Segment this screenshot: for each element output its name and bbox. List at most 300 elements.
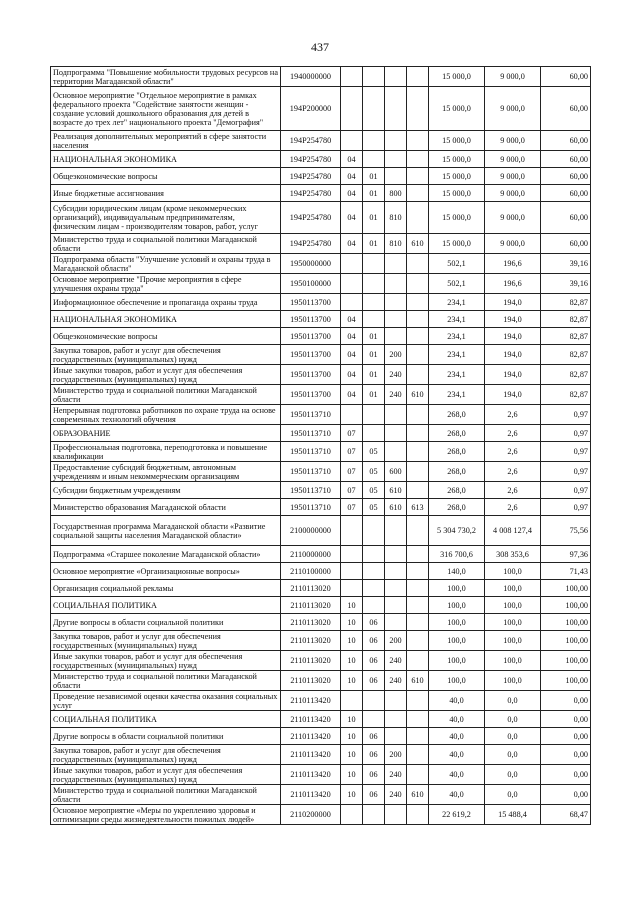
row-planned: 234,1 xyxy=(429,328,485,345)
row-expense-type: 810 xyxy=(385,202,407,234)
row-section: 07 xyxy=(341,425,363,442)
row-name: Проведение независимой оценки качества оказания социальных услуг xyxy=(51,691,281,711)
row-planned: 268,0 xyxy=(429,482,485,499)
row-admin-code xyxy=(407,168,429,185)
row-planned: 100,0 xyxy=(429,614,485,631)
row-subsection xyxy=(363,516,385,546)
row-expense-type: 200 xyxy=(385,345,407,365)
table-row xyxy=(51,805,591,825)
row-planned: 268,0 xyxy=(429,425,485,442)
row-executed: 2,6 xyxy=(485,405,541,425)
row-percent: 0,97 xyxy=(541,405,591,425)
row-code: 2110113420 xyxy=(281,765,341,785)
row-code: 194P254780 xyxy=(281,168,341,185)
table-row xyxy=(51,202,591,234)
row-planned: 15 000,0 xyxy=(429,202,485,234)
row-percent: 82,87 xyxy=(541,328,591,345)
table-row xyxy=(51,516,591,546)
row-name: Информационное обеспечение и пропаганда охраны труда xyxy=(51,294,281,311)
row-executed: 9 000,0 xyxy=(485,234,541,254)
row-code: 1950113700 xyxy=(281,385,341,405)
table-row xyxy=(51,499,591,516)
row-code: 1950113700 xyxy=(281,294,341,311)
row-admin-code xyxy=(407,597,429,614)
row-admin-code: 610 xyxy=(407,785,429,805)
row-name: Другие вопросы в области социальной политики xyxy=(51,614,281,631)
row-executed: 2,6 xyxy=(485,442,541,462)
row-executed: 9 000,0 xyxy=(485,87,541,131)
row-planned: 40,0 xyxy=(429,765,485,785)
row-name: Профессиональная подготовка, переподготовка и повышение квалификации xyxy=(51,442,281,462)
row-expense-type xyxy=(385,328,407,345)
row-percent: 82,87 xyxy=(541,294,591,311)
row-planned: 268,0 xyxy=(429,499,485,516)
row-section: 07 xyxy=(341,442,363,462)
row-section: 10 xyxy=(341,765,363,785)
row-name: Реализация дополнительных мероприятий в сфере занятости населения xyxy=(51,131,281,151)
row-subsection xyxy=(363,580,385,597)
row-name: Подпрограмма «Старшее поколение Магаданской области» xyxy=(51,546,281,563)
row-percent: 0,97 xyxy=(541,462,591,482)
row-code: 1950113700 xyxy=(281,365,341,385)
row-expense-type xyxy=(385,546,407,563)
row-admin-code: 610 xyxy=(407,385,429,405)
row-section: 07 xyxy=(341,499,363,516)
table-row xyxy=(51,311,591,328)
row-code: 1950113710 xyxy=(281,499,341,516)
row-section: 10 xyxy=(341,745,363,765)
row-name: Основное мероприятие "Прочие мероприятия в сфере улучшения охраны труда" xyxy=(51,274,281,294)
row-subsection: 06 xyxy=(363,614,385,631)
row-percent: 0,97 xyxy=(541,482,591,499)
row-percent: 39,16 xyxy=(541,274,591,294)
table-row xyxy=(51,345,591,365)
row-name: НАЦИОНАЛЬНАЯ ЭКОНОМИКА xyxy=(51,151,281,168)
row-section xyxy=(341,546,363,563)
row-name: Предоставление субсидий бюджетным, автономным учреждениям и иным некоммерческим организациям xyxy=(51,462,281,482)
row-subsection xyxy=(363,546,385,563)
row-code: 1950100000 xyxy=(281,274,341,294)
row-name: ОБРАЗОВАНИЕ xyxy=(51,425,281,442)
table-row xyxy=(51,365,591,385)
row-executed: 2,6 xyxy=(485,482,541,499)
row-executed: 2,6 xyxy=(485,425,541,442)
table-row xyxy=(51,597,591,614)
row-subsection xyxy=(363,274,385,294)
row-name: Министерство труда и социальной политики Магаданской области xyxy=(51,671,281,691)
row-percent: 0,97 xyxy=(541,442,591,462)
row-subsection: 01 xyxy=(363,385,385,405)
table-row xyxy=(51,765,591,785)
row-expense-type xyxy=(385,311,407,328)
row-expense-type xyxy=(385,711,407,728)
row-expense-type xyxy=(385,516,407,546)
row-name: СОЦИАЛЬНАЯ ПОЛИТИКА xyxy=(51,711,281,728)
row-planned: 268,0 xyxy=(429,462,485,482)
row-expense-type: 240 xyxy=(385,385,407,405)
row-admin-code xyxy=(407,131,429,151)
row-name: Иные закупки товаров, работ и услуг для обеспечения государственных (муниципальных) нужд xyxy=(51,651,281,671)
row-planned: 100,0 xyxy=(429,631,485,651)
row-planned: 268,0 xyxy=(429,442,485,462)
row-planned: 15 000,0 xyxy=(429,151,485,168)
row-executed: 194,0 xyxy=(485,365,541,385)
row-name: Общеэкономические вопросы xyxy=(51,168,281,185)
row-planned: 140,0 xyxy=(429,563,485,580)
row-section: 10 xyxy=(341,671,363,691)
row-code: 1950113710 xyxy=(281,442,341,462)
row-name: Основное мероприятие "Отдельное мероприятие в рамках федерального проекта "Содействие занятости женщин - создание условий дошкольного образования для детей в возрасте до трех лет" национального проекта "Демография" xyxy=(51,87,281,131)
row-executed: 9 000,0 xyxy=(485,67,541,87)
row-planned: 40,0 xyxy=(429,691,485,711)
row-executed: 0,0 xyxy=(485,711,541,728)
row-expense-type: 240 xyxy=(385,765,407,785)
row-admin-code xyxy=(407,614,429,631)
row-admin-code xyxy=(407,745,429,765)
row-executed: 100,0 xyxy=(485,597,541,614)
row-subsection xyxy=(363,691,385,711)
row-planned: 15 000,0 xyxy=(429,87,485,131)
row-code: 2110113020 xyxy=(281,631,341,651)
row-expense-type: 240 xyxy=(385,785,407,805)
row-section: 04 xyxy=(341,168,363,185)
table-row xyxy=(51,728,591,745)
row-section: 04 xyxy=(341,345,363,365)
row-percent: 100,00 xyxy=(541,631,591,651)
row-section xyxy=(341,516,363,546)
table-row xyxy=(51,631,591,651)
row-admin-code xyxy=(407,185,429,202)
row-section: 04 xyxy=(341,202,363,234)
row-subsection: 06 xyxy=(363,745,385,765)
row-code: 2110113020 xyxy=(281,614,341,631)
row-expense-type xyxy=(385,405,407,425)
row-planned: 316 700,6 xyxy=(429,546,485,563)
table-row xyxy=(51,405,591,425)
table-row xyxy=(51,254,591,274)
table-row xyxy=(51,328,591,345)
row-expense-type xyxy=(385,151,407,168)
row-subsection: 05 xyxy=(363,499,385,516)
row-percent: 82,87 xyxy=(541,385,591,405)
row-code: 194P200000 xyxy=(281,87,341,131)
row-code: 1950113700 xyxy=(281,345,341,365)
row-executed: 194,0 xyxy=(485,328,541,345)
row-admin-code: 610 xyxy=(407,234,429,254)
row-code: 2110113020 xyxy=(281,597,341,614)
row-expense-type xyxy=(385,614,407,631)
row-subsection: 06 xyxy=(363,631,385,651)
budget-table xyxy=(50,66,591,825)
row-section: 04 xyxy=(341,311,363,328)
row-executed: 100,0 xyxy=(485,563,541,580)
row-percent: 100,00 xyxy=(541,597,591,614)
row-expense-type xyxy=(385,691,407,711)
row-name: СОЦИАЛЬНАЯ ПОЛИТИКА xyxy=(51,597,281,614)
table-row xyxy=(51,294,591,311)
row-code: 194P254780 xyxy=(281,234,341,254)
row-percent: 0,00 xyxy=(541,765,591,785)
row-planned: 100,0 xyxy=(429,651,485,671)
row-expense-type xyxy=(385,563,407,580)
row-name: Общеэкономические вопросы xyxy=(51,328,281,345)
row-subsection: 06 xyxy=(363,651,385,671)
row-code: 1950000000 xyxy=(281,254,341,274)
table-row xyxy=(51,185,591,202)
row-subsection xyxy=(363,311,385,328)
table-row xyxy=(51,745,591,765)
row-planned: 100,0 xyxy=(429,597,485,614)
row-code: 1950113710 xyxy=(281,405,341,425)
row-percent: 60,00 xyxy=(541,202,591,234)
row-subsection: 01 xyxy=(363,185,385,202)
row-admin-code xyxy=(407,67,429,87)
table-row xyxy=(51,131,591,151)
row-executed: 194,0 xyxy=(485,311,541,328)
row-executed: 9 000,0 xyxy=(485,131,541,151)
row-executed: 9 000,0 xyxy=(485,168,541,185)
table-row xyxy=(51,425,591,442)
row-admin-code xyxy=(407,691,429,711)
row-code: 194P254780 xyxy=(281,202,341,234)
row-planned: 15 000,0 xyxy=(429,67,485,87)
row-admin-code xyxy=(407,365,429,385)
row-section xyxy=(341,274,363,294)
row-code: 2110113420 xyxy=(281,711,341,728)
row-executed: 9 000,0 xyxy=(485,202,541,234)
row-percent: 100,00 xyxy=(541,580,591,597)
row-expense-type: 200 xyxy=(385,631,407,651)
table-row xyxy=(51,651,591,671)
row-name: НАЦИОНАЛЬНАЯ ЭКОНОМИКА xyxy=(51,311,281,328)
row-code: 2110113020 xyxy=(281,671,341,691)
budget-table-body xyxy=(51,67,591,825)
row-admin-code xyxy=(407,765,429,785)
table-row xyxy=(51,482,591,499)
row-planned: 234,1 xyxy=(429,311,485,328)
row-percent: 82,87 xyxy=(541,311,591,328)
row-admin-code xyxy=(407,425,429,442)
row-executed: 100,0 xyxy=(485,651,541,671)
row-planned: 502,1 xyxy=(429,274,485,294)
row-executed: 0,0 xyxy=(485,785,541,805)
row-code: 2110113420 xyxy=(281,691,341,711)
row-section: 04 xyxy=(341,185,363,202)
row-name: Министерство труда и социальной политики Магаданской области xyxy=(51,234,281,254)
row-code: 2110113420 xyxy=(281,785,341,805)
row-expense-type xyxy=(385,87,407,131)
row-planned: 5 304 730,2 xyxy=(429,516,485,546)
row-code: 2110113020 xyxy=(281,651,341,671)
row-section: 10 xyxy=(341,785,363,805)
table-row xyxy=(51,274,591,294)
row-percent: 60,00 xyxy=(541,168,591,185)
row-executed: 2,6 xyxy=(485,499,541,516)
row-planned: 15 000,0 xyxy=(429,185,485,202)
row-subsection: 01 xyxy=(363,365,385,385)
row-planned: 40,0 xyxy=(429,785,485,805)
row-percent: 0,00 xyxy=(541,745,591,765)
row-name: Закупка товаров, работ и услуг для обеспечения государственных (муниципальных) нужд xyxy=(51,345,281,365)
row-section xyxy=(341,580,363,597)
row-percent: 100,00 xyxy=(541,671,591,691)
row-section: 04 xyxy=(341,365,363,385)
row-name: Субсидии юридическим лицам (кроме некоммерческих организаций), индивидуальным предпринимателям, физическим лицам - производителям товаров, работ, услуг xyxy=(51,202,281,234)
row-planned: 234,1 xyxy=(429,365,485,385)
row-admin-code: 613 xyxy=(407,499,429,516)
row-admin-code xyxy=(407,651,429,671)
row-section xyxy=(341,254,363,274)
row-planned: 234,1 xyxy=(429,345,485,365)
row-name: Субсидии бюджетным учреждениям xyxy=(51,482,281,499)
row-executed: 0,0 xyxy=(485,728,541,745)
row-executed: 2,6 xyxy=(485,462,541,482)
row-expense-type xyxy=(385,274,407,294)
row-name: Закупка товаров, работ и услуг для обеспечения государственных (муниципальных) нужд xyxy=(51,631,281,651)
row-admin-code xyxy=(407,345,429,365)
row-percent: 60,00 xyxy=(541,151,591,168)
row-percent: 0,00 xyxy=(541,785,591,805)
row-executed: 196,6 xyxy=(485,254,541,274)
row-code: 2110113420 xyxy=(281,728,341,745)
table-row xyxy=(51,711,591,728)
row-section: 04 xyxy=(341,385,363,405)
row-section: 10 xyxy=(341,614,363,631)
row-code: 1950113700 xyxy=(281,328,341,345)
row-section xyxy=(341,131,363,151)
row-subsection xyxy=(363,405,385,425)
row-section xyxy=(341,87,363,131)
row-percent: 60,00 xyxy=(541,67,591,87)
row-admin-code xyxy=(407,274,429,294)
row-executed: 0,0 xyxy=(485,745,541,765)
row-expense-type xyxy=(385,442,407,462)
row-section xyxy=(341,405,363,425)
row-executed: 0,0 xyxy=(485,765,541,785)
row-expense-type: 610 xyxy=(385,482,407,499)
row-admin-code xyxy=(407,311,429,328)
row-subsection: 06 xyxy=(363,671,385,691)
row-name: Государственная программа Магаданской области «Развитие социальной защиты населения Магаданской области» xyxy=(51,516,281,546)
row-subsection xyxy=(363,254,385,274)
row-percent: 60,00 xyxy=(541,185,591,202)
table-row xyxy=(51,546,591,563)
row-subsection: 01 xyxy=(363,234,385,254)
row-expense-type xyxy=(385,67,407,87)
row-section: 10 xyxy=(341,651,363,671)
row-admin-code: 610 xyxy=(407,671,429,691)
row-section: 10 xyxy=(341,728,363,745)
row-percent: 82,87 xyxy=(541,345,591,365)
row-section xyxy=(341,691,363,711)
row-executed: 194,0 xyxy=(485,345,541,365)
row-percent: 100,00 xyxy=(541,651,591,671)
row-name: Закупка товаров, работ и услуг для обеспечения государственных (муниципальных) нужд xyxy=(51,745,281,765)
row-section: 04 xyxy=(341,234,363,254)
row-percent: 0,00 xyxy=(541,691,591,711)
row-expense-type xyxy=(385,597,407,614)
table-row xyxy=(51,234,591,254)
row-expense-type: 240 xyxy=(385,671,407,691)
row-subsection: 01 xyxy=(363,345,385,365)
row-subsection: 06 xyxy=(363,765,385,785)
row-admin-code xyxy=(407,462,429,482)
row-admin-code xyxy=(407,202,429,234)
row-admin-code xyxy=(407,728,429,745)
row-executed: 100,0 xyxy=(485,671,541,691)
row-expense-type: 800 xyxy=(385,185,407,202)
row-subsection xyxy=(363,425,385,442)
table-row xyxy=(51,87,591,131)
row-expense-type xyxy=(385,805,407,825)
row-admin-code xyxy=(407,580,429,597)
table-row xyxy=(51,691,591,711)
row-executed: 196,6 xyxy=(485,274,541,294)
table-row xyxy=(51,151,591,168)
row-code: 2110113020 xyxy=(281,580,341,597)
row-section xyxy=(341,805,363,825)
row-expense-type: 240 xyxy=(385,651,407,671)
row-planned: 15 000,0 xyxy=(429,234,485,254)
row-admin-code xyxy=(407,442,429,462)
row-admin-code xyxy=(407,516,429,546)
row-subsection: 06 xyxy=(363,728,385,745)
row-percent: 60,00 xyxy=(541,131,591,151)
row-planned: 100,0 xyxy=(429,671,485,691)
row-executed: 100,0 xyxy=(485,580,541,597)
row-expense-type xyxy=(385,425,407,442)
row-code: 194P254780 xyxy=(281,131,341,151)
row-code: 194P254780 xyxy=(281,185,341,202)
row-code: 2110100000 xyxy=(281,563,341,580)
row-code: 2110000000 xyxy=(281,546,341,563)
row-section xyxy=(341,67,363,87)
row-percent: 0,97 xyxy=(541,499,591,516)
row-name: Непрерывная подготовка работников по охране труда на основе современных технологий обучения xyxy=(51,405,281,425)
row-expense-type xyxy=(385,728,407,745)
row-planned: 268,0 xyxy=(429,405,485,425)
row-percent: 97,36 xyxy=(541,546,591,563)
page-number: 437 xyxy=(311,40,329,54)
row-subsection xyxy=(363,711,385,728)
row-section: 07 xyxy=(341,462,363,482)
row-name: Иные закупки товаров, работ и услуг для обеспечения государственных (муниципальных) нужд xyxy=(51,365,281,385)
row-planned: 22 619,2 xyxy=(429,805,485,825)
row-expense-type: 240 xyxy=(385,365,407,385)
row-percent: 60,00 xyxy=(541,87,591,131)
row-section xyxy=(341,563,363,580)
row-expense-type xyxy=(385,254,407,274)
row-subsection xyxy=(363,597,385,614)
row-percent: 0,00 xyxy=(541,728,591,745)
row-expense-type: 200 xyxy=(385,745,407,765)
table-row xyxy=(51,785,591,805)
row-percent: 39,16 xyxy=(541,254,591,274)
row-executed: 100,0 xyxy=(485,614,541,631)
row-expense-type: 600 xyxy=(385,462,407,482)
row-code: 1950113710 xyxy=(281,462,341,482)
row-subsection xyxy=(363,87,385,131)
row-subsection xyxy=(363,563,385,580)
row-planned: 100,0 xyxy=(429,580,485,597)
row-name: Министерство образования Магаданской области xyxy=(51,499,281,516)
row-section: 10 xyxy=(341,597,363,614)
row-subsection: 06 xyxy=(363,785,385,805)
row-subsection xyxy=(363,805,385,825)
table-row xyxy=(51,462,591,482)
row-planned: 234,1 xyxy=(429,294,485,311)
row-expense-type xyxy=(385,294,407,311)
